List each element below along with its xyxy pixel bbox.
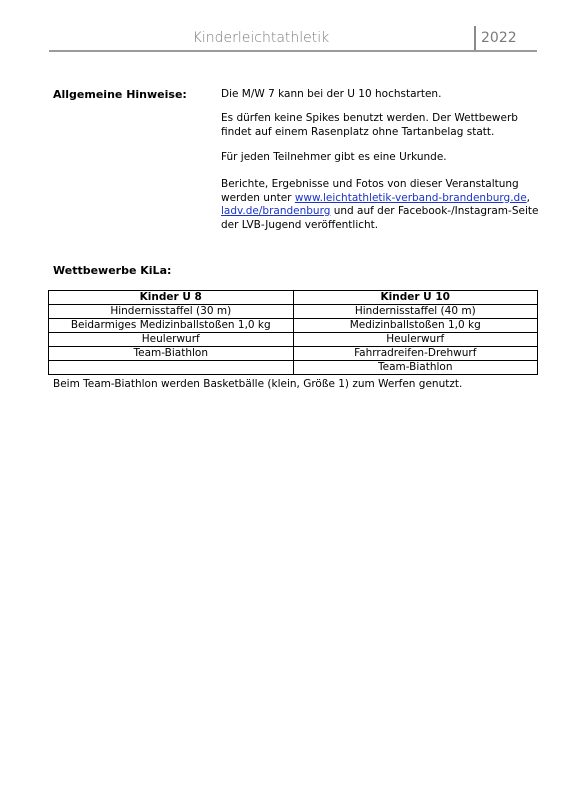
header-year: 2022 (481, 30, 517, 46)
hinweise-paragraph-2 (221, 112, 541, 139)
hinweise-paragraph-4-line-2 (221, 192, 541, 206)
table-cell-u10: Team-Biathlon (293, 361, 538, 375)
hinweise-text: und auf der Facebook-/Instagram-Seite (330, 205, 539, 217)
hinweise-paragraph-2-line-1: Es dürfen keine Spikes benutzt werden. Der Wettbewerb (221, 112, 518, 124)
hinweise-paragraph-4-line-1: Berichte, Ergebnisse und Fotos von dieser Veranstaltung (221, 178, 519, 190)
link-lvb-website[interactable]: www.leichtathletik-verband-brandenburg.de (294, 191, 527, 204)
hinweise-paragraph-3: Für jeden Teilnehmer gibt es eine Urkunde. (221, 151, 447, 163)
header-divider (474, 26, 476, 52)
table-row (49, 333, 538, 347)
table-cell-u8: Team-Biathlon (49, 347, 294, 361)
column-header-u10: Kinder U 10 (293, 291, 538, 305)
hinweise-paragraph-2-line-2: findet auf einem Rasenplatz ohne Tartanbelag statt. (221, 125, 495, 138)
table-cell-u8: Heulerwurf (49, 333, 294, 347)
table-cell-u8 (49, 361, 294, 375)
table-cell-u10: Fahrradreifen-Drehwurf (293, 347, 538, 361)
column-header-u8: Kinder U 8 (49, 291, 294, 305)
hinweise-paragraph-1: Die M/W 7 kann bei der U 10 hochstarten. (221, 88, 442, 100)
hinweise-paragraph-4 (221, 178, 541, 232)
header-rule (49, 50, 537, 52)
table-header-row (49, 291, 538, 305)
table-cell-u10: Medizinballstoßen 1,0 kg (293, 319, 538, 333)
hinweise-paragraph-4-line-4: der LVB-Jugend veröffentlicht. (221, 218, 379, 231)
wettbewerbe-label: Wettbewerbe KiLa: (53, 264, 172, 277)
hinweise-label: Allgemeine Hinweise: (53, 88, 187, 101)
table-note: Beim Team-Biathlon werden Basketbälle (klein, Größe 1) zum Werfen genutzt. (53, 378, 463, 390)
table-row (49, 361, 538, 375)
hinweise-paragraph-4-line-3 (221, 205, 541, 219)
table-cell-u8: Hindernisstaffel (30 m) (49, 305, 294, 319)
hinweise-text: werden unter (221, 191, 295, 204)
table-row (49, 319, 538, 333)
table-cell-u8: Beidarmiges Medizinballstoßen 1,0 kg (49, 319, 294, 333)
header-title: Kinderleichtathletik (192, 30, 330, 46)
table-row (49, 347, 538, 361)
hinweise-text: , (526, 191, 530, 204)
link-ladv[interactable]: ladv.de/brandenburg (221, 205, 331, 217)
wettbewerbe-table (48, 290, 538, 375)
table-cell-u10: Hindernisstaffel (40 m) (293, 305, 538, 319)
table-cell-u10: Heulerwurf (293, 333, 538, 347)
table-row (49, 305, 538, 319)
